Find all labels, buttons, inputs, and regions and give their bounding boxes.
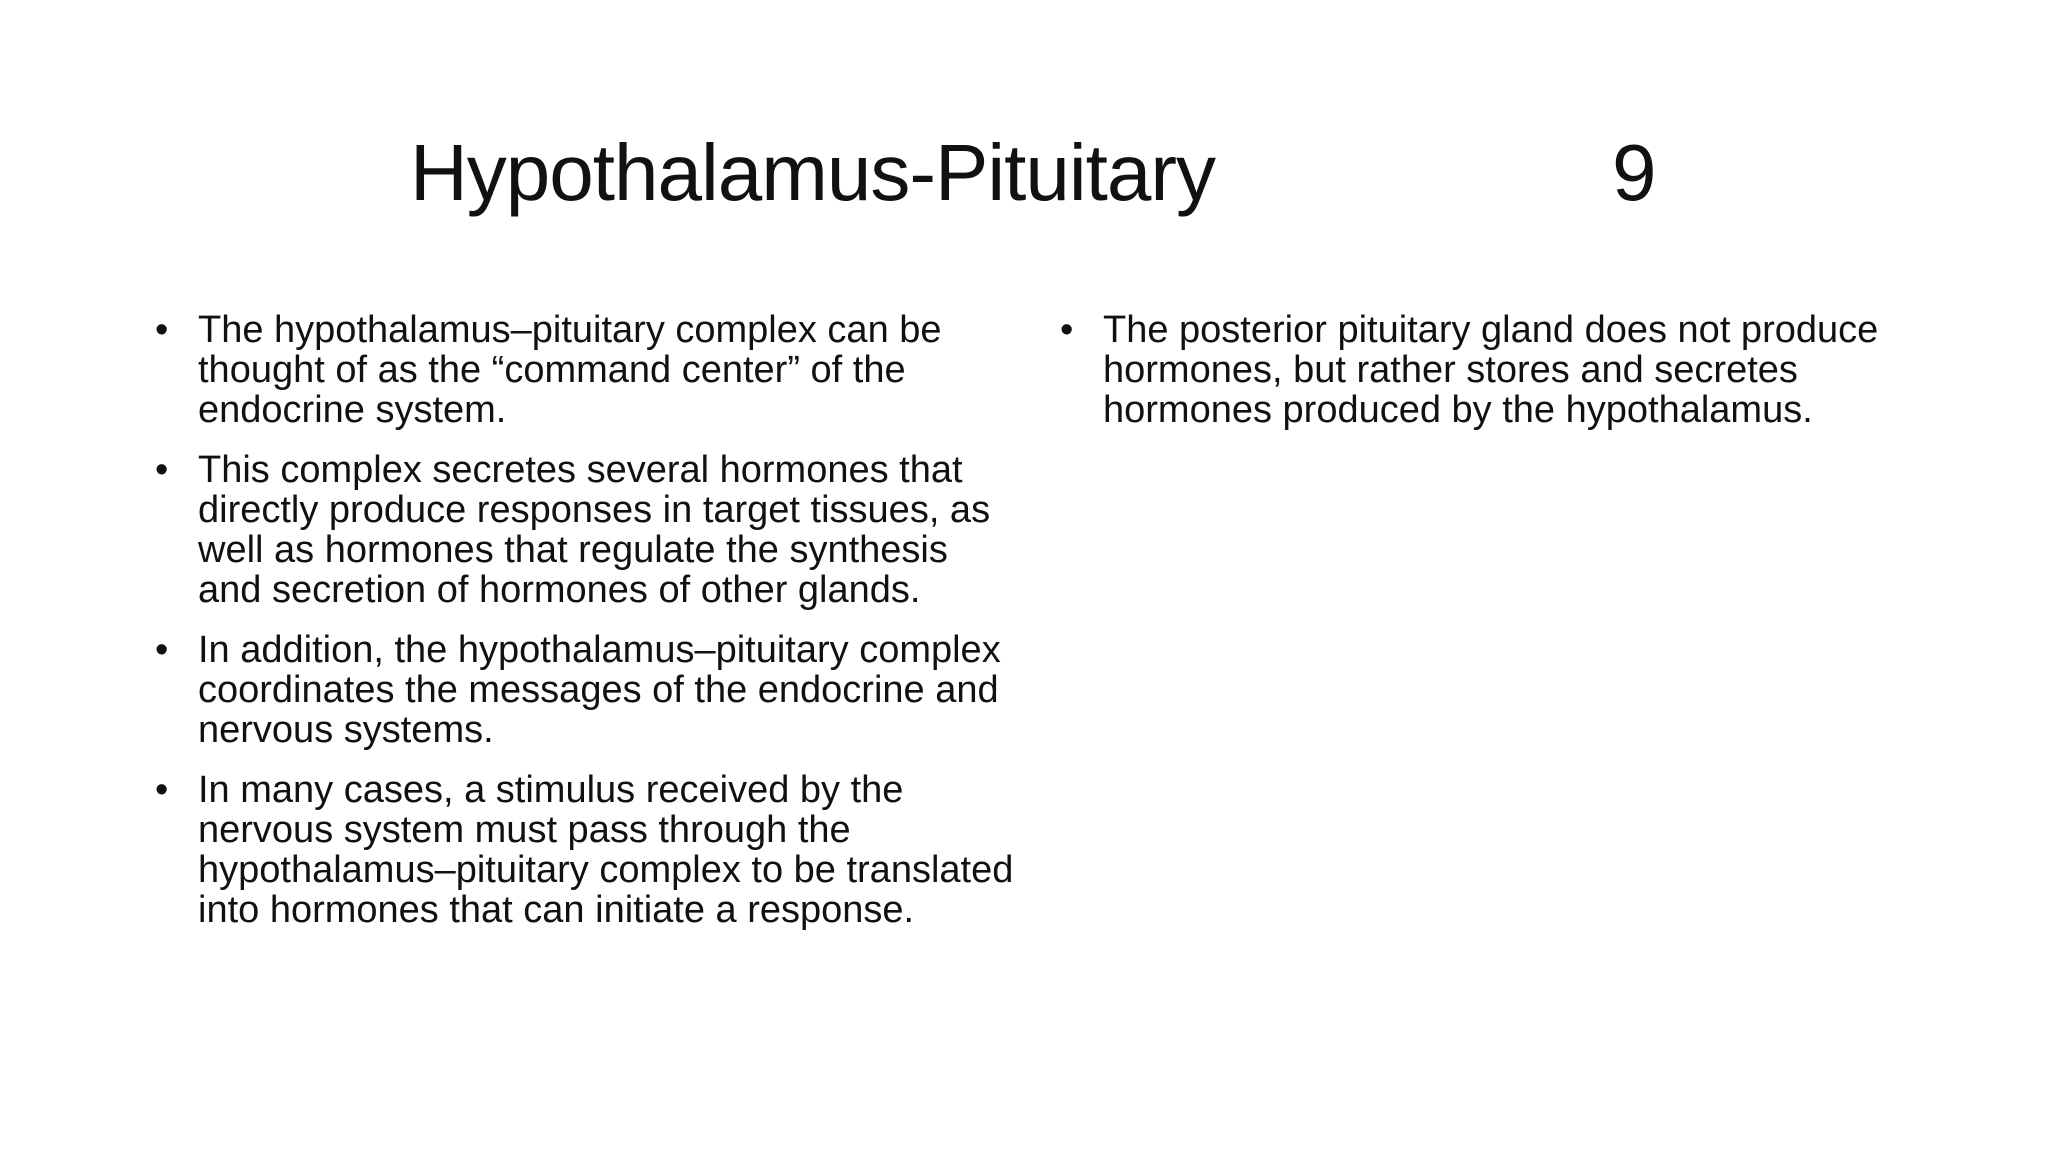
bullet-icon: • bbox=[155, 629, 169, 671]
bullet-icon: • bbox=[155, 769, 169, 811]
bullet-icon: • bbox=[155, 309, 169, 351]
bullet-text: This complex secretes several hormones that directly produce responses in target tissues, as well as hormones that regulate the synthesis and secretion of hormones of other glands. bbox=[198, 449, 991, 611]
bullet-text: In many cases, a stimulus received by the nervous system must pass through the hypothalamus–pituitary complex to be translated into hormones that can initiate a response. bbox=[198, 769, 1014, 931]
bullet-text: The hypothalamus–pituitary complex can be thought of as the “command center” of the endocrine system. bbox=[198, 309, 942, 431]
bullet-item bbox=[155, 310, 1015, 430]
bullet-text: The posterior pituitary gland does not produce hormones, but rather stores and secretes hormones produced by the hypothalamus. bbox=[1103, 309, 1879, 431]
bullet-item bbox=[1060, 310, 1920, 430]
left-bullet-list bbox=[155, 310, 1015, 950]
slide-title: Hypothalamus-Pituitary bbox=[410, 128, 1215, 217]
slide-title-bar bbox=[0, 118, 2048, 228]
bullet-icon: • bbox=[1060, 309, 1074, 351]
right-bullet-list bbox=[1060, 310, 1920, 450]
bullet-icon: • bbox=[155, 449, 169, 491]
bullet-item bbox=[155, 450, 1015, 610]
bullet-item bbox=[155, 770, 1015, 930]
slide-number: 9 bbox=[1612, 128, 1656, 217]
bullet-item bbox=[155, 630, 1015, 750]
bullet-text: In addition, the hypothalamus–pituitary complex coordinates the messages of the endocrine and nervous systems. bbox=[198, 629, 1001, 751]
